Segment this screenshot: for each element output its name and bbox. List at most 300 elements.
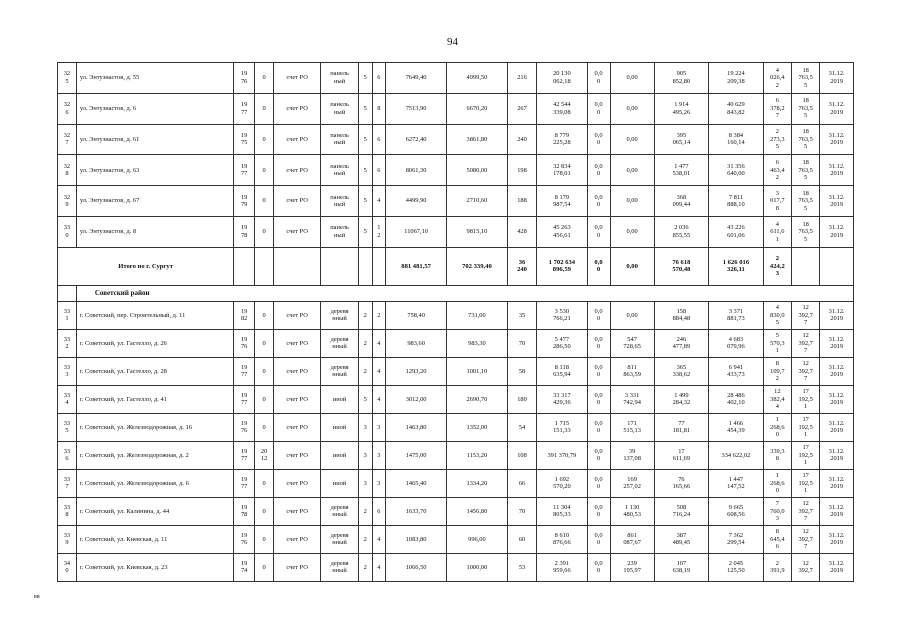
cell-ent: 6 [372,124,386,155]
cell-area2: 1456,80 [447,497,508,525]
cell-c1: 0,0 0 [587,553,610,581]
cell-c4: 7 362 299,54 [709,525,764,553]
cell-n: 33 6 [58,441,77,469]
cell-ent: 4 [372,186,386,217]
cell-fund: счет РО [274,155,321,186]
cell-c2: 0,00 [610,301,654,329]
cell-cost: 1 715 151,33 [537,413,587,441]
cell-fund: счет РО [274,413,321,441]
cell-area1: 7513,90 [386,93,447,124]
cell-fl: 5 [358,385,372,413]
cell-c3: 2 036 855,55 [654,216,709,247]
cell-mat: иной [321,441,359,469]
cell-repl: 0 [255,469,274,497]
cell-repl: 0 [255,93,274,124]
cell-year: 19 77 [234,93,255,124]
cell-c6: 18 763,5 5 [792,124,820,155]
table-row [58,329,854,357]
cell-c5: 2 273,3 5 [763,124,791,155]
cell-addr: г. Советский, ул. Гастелло, д. 41 [76,385,233,413]
total-c1: 0,0 0 [587,247,610,285]
cell-c6: 17 192,5 1 [792,469,820,497]
table-row [58,63,854,94]
cell-fund: счет РО [274,525,321,553]
cell-c6: 17 192,5 1 [792,441,820,469]
cell-year: 19 78 [234,216,255,247]
cell-c3: 368 099,44 [654,186,709,217]
cell-c3: 387 489,45 [654,525,709,553]
total-c4: 1 626 016 326,11 [709,247,764,285]
cell-fl: 3 [358,469,372,497]
cell-date: 31.12. 2019 [820,329,854,357]
cell-date: 31.12. 2019 [820,413,854,441]
cell-c5: 8 109,7 2 [763,357,791,385]
cell-area2: 1000,00 [447,553,508,581]
cell-c1: 0,0 0 [587,469,610,497]
cell-c4: 19 224 209,38 [709,63,764,94]
footer-mark: вв [34,594,40,600]
cell-ent: 3 [372,441,386,469]
cell-c2: 861 087,67 [610,525,654,553]
cell-c1: 0,0 0 [587,525,610,553]
cell-date: 31.12. 2019 [820,357,854,385]
table-row [58,553,854,581]
cell-n: 33 4 [58,385,77,413]
cell-c4: 8 384 160,14 [709,124,764,155]
cell-c2: 1 130 480,53 [610,497,654,525]
cell-c6: 12 392,7 7 [792,525,820,553]
cell-fund: счет РО [274,124,321,155]
cell-area2: 1001,10 [447,357,508,385]
cell-fund: счет РО [274,357,321,385]
cell-area2: 996,00 [447,525,508,553]
cell-fund: счет РО [274,497,321,525]
cell-c2: 547 728,65 [610,329,654,357]
total-row [58,247,854,285]
total-c5: 2 424,2 3 [763,247,791,285]
cell-area1: 4499,90 [386,186,447,217]
cell-area1: 7649,40 [386,63,447,94]
cell-c6: 12 392,7 7 [792,497,820,525]
cell-c5: 12 382,4 4 [763,385,791,413]
cell-c3: 1 477 538,01 [654,155,709,186]
cell-date: 31.12. 2019 [820,525,854,553]
total-pop: 36 240 [507,247,536,285]
cell-repl: 0 [255,301,274,329]
cell-n: 34 0 [58,553,77,581]
cell-c2: 169 257,02 [610,469,654,497]
cell-cost: 11 304 805,33 [537,497,587,525]
cell-cost: 391 370,79 [537,441,587,469]
cell-date: 31.12. 2019 [820,385,854,413]
cell-fund: счет РО [274,385,321,413]
cell-c3: 905 852,80 [654,63,709,94]
cell-year: 19 76 [234,329,255,357]
cell-area2: 2710,60 [447,186,508,217]
cell-mat: иной [321,469,359,497]
cell-fl: 2 [358,525,372,553]
cell-year: 19 75 [234,124,255,155]
cell-c6: 12 392,7 [792,553,820,581]
cell-mat: деревя нный [321,553,359,581]
cell-c1: 0,0 0 [587,413,610,441]
table-row [58,525,854,553]
cell-mat: панель ный [321,186,359,217]
cell-c2: 0,00 [610,155,654,186]
cell-c2: 39 137,08 [610,441,654,469]
cell-ent: 4 [372,329,386,357]
cell-ent: 3 [372,413,386,441]
cell-c2: 0,00 [610,124,654,155]
cell-date: 31.12. 2019 [820,553,854,581]
cell-year: 19 82 [234,301,255,329]
cell-cost: 8 610 876,66 [537,525,587,553]
cell-area1: 1066,50 [386,553,447,581]
table-row [58,441,854,469]
table-row [58,413,854,441]
cell-fl: 3 [358,441,372,469]
cell-addr: г. Советский, ул. Железнодорожная, д. 6 [76,469,233,497]
cell-fund: счет РО [274,441,321,469]
cell-year: 19 76 [234,413,255,441]
cell-addr: г. Советский, пер. Строительный, д. 11 [76,301,233,329]
cell-c6: 12 392,7 7 [792,357,820,385]
cell-addr: г. Советский, ул. Гастелло, д. 28 [76,357,233,385]
cell-ent: 6 [372,155,386,186]
cell-area1: 1083,80 [386,525,447,553]
cell-cost: 5 477 286,50 [537,329,587,357]
cell-c4: 40 629 843,82 [709,93,764,124]
cell-mat: панель ный [321,216,359,247]
cell-c1: 0,0 0 [587,216,610,247]
cell-cost: 20 130 062,18 [537,63,587,94]
cell-date: 31.12. 2019 [820,124,854,155]
total-cost: 1 702 634 896,59 [537,247,587,285]
cell-area2: 1352,00 [447,413,508,441]
cell-repl: 0 [255,525,274,553]
cell-area2: 5080,00 [447,155,508,186]
cell-fl: 5 [358,155,372,186]
cell-area2: 4999,50 [447,63,508,94]
cell-addr: ул. Энтузиастов, д. 8 [76,216,233,247]
cell-n: 33 7 [58,469,77,497]
cell-c2: 3 331 742,94 [610,385,654,413]
cell-c5: 1 268,6 0 [763,469,791,497]
cell-repl: 0 [255,124,274,155]
cell-pop: 428 [507,216,536,247]
cell-addr: г. Советский, ул. Калинина, д. 44 [76,497,233,525]
cell-c1: 0,0 0 [587,301,610,329]
table-row [58,497,854,525]
cell-c6: 18 763,5 5 [792,93,820,124]
cell-c3: 1 499 284,32 [654,385,709,413]
cell-addr: г. Советский, ул. Киевская, д. 11 [76,525,233,553]
cell-repl: 0 [255,553,274,581]
cell-date: 31.12. 2019 [820,155,854,186]
cell-addr: ул. Энтузиастов, д. 67 [76,186,233,217]
cell-ent: 6 [372,497,386,525]
table-row [58,301,854,329]
cell-mat: панель ный [321,93,359,124]
cell-c5: 2 391,9 [763,553,791,581]
cell-c3: 76 165,66 [654,469,709,497]
cell-fund: счет РО [274,469,321,497]
cell-mat: деревя нный [321,357,359,385]
cell-area2: 9815,10 [447,216,508,247]
cell-year: 19 76 [234,525,255,553]
total-area1: 881 481,57 [386,247,447,285]
cell-n: 32 8 [58,155,77,186]
cell-c4: 7 811 888,10 [709,186,764,217]
cell-n: 33 3 [58,357,77,385]
cell-fl: 5 [358,63,372,94]
cell-fl: 2 [358,329,372,357]
cell-cost: 3 530 766,21 [537,301,587,329]
cell-c3: 246 477,89 [654,329,709,357]
cell-area2: 3861,80 [447,124,508,155]
total-c2: 0,00 [610,247,654,285]
cell-area1: 1475,00 [386,441,447,469]
cell-date: 31.12. 2019 [820,216,854,247]
cell-area1: 983,60 [386,329,447,357]
cell-cost: 2 391 959,66 [537,553,587,581]
cell-area1: 758,40 [386,301,447,329]
cell-area1: 6272,40 [386,124,447,155]
cell-fund: счет РО [274,63,321,94]
cell-c6: 17 192,5 1 [792,385,820,413]
cell-repl: 0 [255,155,274,186]
cell-c3: 77 181,81 [654,413,709,441]
cell-area2: 2690,70 [447,385,508,413]
cell-ent: 3 [372,469,386,497]
cell-c2: 811 863,59 [610,357,654,385]
cell-repl: 0 [255,63,274,94]
cell-c2: 0,00 [610,186,654,217]
cell-c2: 239 195,97 [610,553,654,581]
cell-mat: панель ный [321,63,359,94]
cell-c5: 4 611,6 1 [763,216,791,247]
cell-cost: 1 692 570,20 [537,469,587,497]
cell-pop: 58 [507,357,536,385]
cell-c1: 0,0 0 [587,63,610,94]
total-area2: 702 339,40 [447,247,508,285]
cell-pop: 54 [507,413,536,441]
cell-pop: 240 [507,124,536,155]
cell-c5: 4 830,0 5 [763,301,791,329]
cell-n: 32 6 [58,93,77,124]
cell-fl: 5 [358,186,372,217]
cell-ent: 2 [372,301,386,329]
cell-pop: 66 [507,469,536,497]
cell-mat: панель ный [321,124,359,155]
table-row [58,385,854,413]
cell-c6: 12 392,7 7 [792,301,820,329]
cell-c5: 1 268,6 0 [763,413,791,441]
cell-year: 19 77 [234,155,255,186]
cell-c4: 4 683 079,96 [709,329,764,357]
cell-c5: 5 570,3 1 [763,329,791,357]
cell-pop: 53 [507,553,536,581]
cell-area1: 1465,40 [386,469,447,497]
cell-area2: 1334,20 [447,469,508,497]
cell-cost: 8 779 225,28 [537,124,587,155]
cell-cost: 8 118 635,94 [537,357,587,385]
total-c3: 76 618 570,48 [654,247,709,285]
cell-addr: ул. Энтузиастов, д. 63 [76,155,233,186]
cell-date: 31.12. 2019 [820,186,854,217]
cell-date: 31.12. 2019 [820,497,854,525]
cell-pop: 216 [507,63,536,94]
cell-c4: 6 941 433,73 [709,357,764,385]
cell-c1: 0,0 0 [587,357,610,385]
cell-c6: 18 763,5 5 [792,216,820,247]
cell-c2: 0,00 [610,93,654,124]
cell-ent: 4 [372,553,386,581]
cell-fl: 3 [358,413,372,441]
cell-c4: 334 622,02 [709,441,764,469]
housing-register-table [57,62,854,582]
cell-date: 31.12. 2019 [820,63,854,94]
cell-ent: 6 [372,63,386,94]
cell-pop: 35 [507,301,536,329]
cell-n: 33 5 [58,413,77,441]
cell-pop: 70 [507,329,536,357]
cell-c4: 28 486 402,10 [709,385,764,413]
cell-c1: 0,0 0 [587,497,610,525]
cell-pop: 180 [507,385,536,413]
cell-c4: 2 045 125,50 [709,553,764,581]
cell-c3: 1 914 495,26 [654,93,709,124]
cell-pop: 70 [507,497,536,525]
cell-n: 32 5 [58,63,77,94]
cell-fl: 2 [358,497,372,525]
cell-fl: 5 [358,124,372,155]
cell-mat: деревя нный [321,497,359,525]
cell-n: 33 9 [58,525,77,553]
cell-year: 19 77 [234,469,255,497]
cell-repl: 0 [255,357,274,385]
cell-c3: 365 338,62 [654,357,709,385]
cell-year: 19 78 [234,497,255,525]
cell-c3: 17 611,69 [654,441,709,469]
cell-c4: 1 447 147,52 [709,469,764,497]
cell-addr: ул. Энтузиастов, д. 55 [76,63,233,94]
cell-area1: 3012,00 [386,385,447,413]
cell-addr: г. Советский, ул. Железнодорожная, д. 16 [76,413,233,441]
cell-cost: 45 263 456,61 [537,216,587,247]
cell-fl: 5 [358,216,372,247]
cell-year: 19 77 [234,385,255,413]
cell-area1: 8061,30 [386,155,447,186]
cell-pop: 198 [507,155,536,186]
cell-area2: 1153,20 [447,441,508,469]
cell-year: 19 77 [234,441,255,469]
cell-year: 19 76 [234,63,255,94]
cell-addr: г. Советский, ул. Железнодорожная, д. 2 [76,441,233,469]
cell-c5: 6 378,2 7 [763,93,791,124]
table-row [58,186,854,217]
cell-c4: 31 356 640,00 [709,155,764,186]
cell-c6: 18 763,5 5 [792,155,820,186]
cell-date: 31.12. 2019 [820,441,854,469]
cell-area2: 983,30 [447,329,508,357]
table-row [58,93,854,124]
cell-c5: 339,3 8 [763,441,791,469]
cell-pop: 60 [507,525,536,553]
cell-pop: 267 [507,93,536,124]
cell-c4: 1 466 454,39 [709,413,764,441]
cell-c5: 6 463,4 2 [763,155,791,186]
cell-addr: г. Советский, ул. Гастелло, д. 26 [76,329,233,357]
cell-ent: 1 2 [372,216,386,247]
cell-addr: ул. Энтузиастов, д. 6 [76,93,233,124]
cell-c1: 0,0 0 [587,155,610,186]
cell-c3: 508 716,24 [654,497,709,525]
cell-mat: деревя нный [321,329,359,357]
cell-repl: 0 [255,413,274,441]
cell-c6: 17 192,5 1 [792,413,820,441]
cell-area2: 731,00 [447,301,508,329]
cell-addr: г. Советский, ул. Киевская, д. 23 [76,553,233,581]
table-row [58,216,854,247]
cell-c3: 158 884,48 [654,301,709,329]
cell-fund: счет РО [274,553,321,581]
table-row [58,155,854,186]
cell-fl: 2 [358,357,372,385]
cell-mat: деревя нный [321,301,359,329]
cell-c4: 9 665 608,56 [709,497,764,525]
cell-fund: счет РО [274,329,321,357]
cell-n: 32 9 [58,186,77,217]
cell-n: 33 8 [58,497,77,525]
cell-n: 33 1 [58,301,77,329]
cell-c4: 43 226 601,06 [709,216,764,247]
cell-c4: 3 371 881,73 [709,301,764,329]
cell-ent: 4 [372,525,386,553]
district-row [58,285,854,301]
cell-n: 32 7 [58,124,77,155]
cell-repl: 0 [255,329,274,357]
cell-c5: 4 026,4 2 [763,63,791,94]
cell-cost: 32 834 178,01 [537,155,587,186]
total-label: Итого по г. Сургут [58,247,234,285]
cell-area1: 1633,70 [386,497,447,525]
table-body-top [58,63,854,248]
cell-mat: панель ный [321,155,359,186]
cell-cost: 42 544 339,08 [537,93,587,124]
cell-fund: счет РО [274,301,321,329]
cell-fl: 2 [358,301,372,329]
cell-repl: 0 [255,216,274,247]
cell-year: 19 74 [234,553,255,581]
cell-fund: счет РО [274,186,321,217]
cell-area1: 11067,10 [386,216,447,247]
cell-c2: 0,00 [610,63,654,94]
cell-fund: счет РО [274,93,321,124]
cell-pop: 108 [507,441,536,469]
table-row [58,124,854,155]
cell-fund: счет РО [274,216,321,247]
cell-area1: 1293,20 [386,357,447,385]
cell-ent: 8 [372,93,386,124]
cell-fl: 2 [358,553,372,581]
cell-c5: 3 017,7 8 [763,186,791,217]
cell-mat: иной [321,385,359,413]
cell-year: 19 79 [234,186,255,217]
cell-ent: 4 [372,385,386,413]
cell-cost: 8 179 987,54 [537,186,587,217]
cell-c1: 0,0 0 [587,441,610,469]
